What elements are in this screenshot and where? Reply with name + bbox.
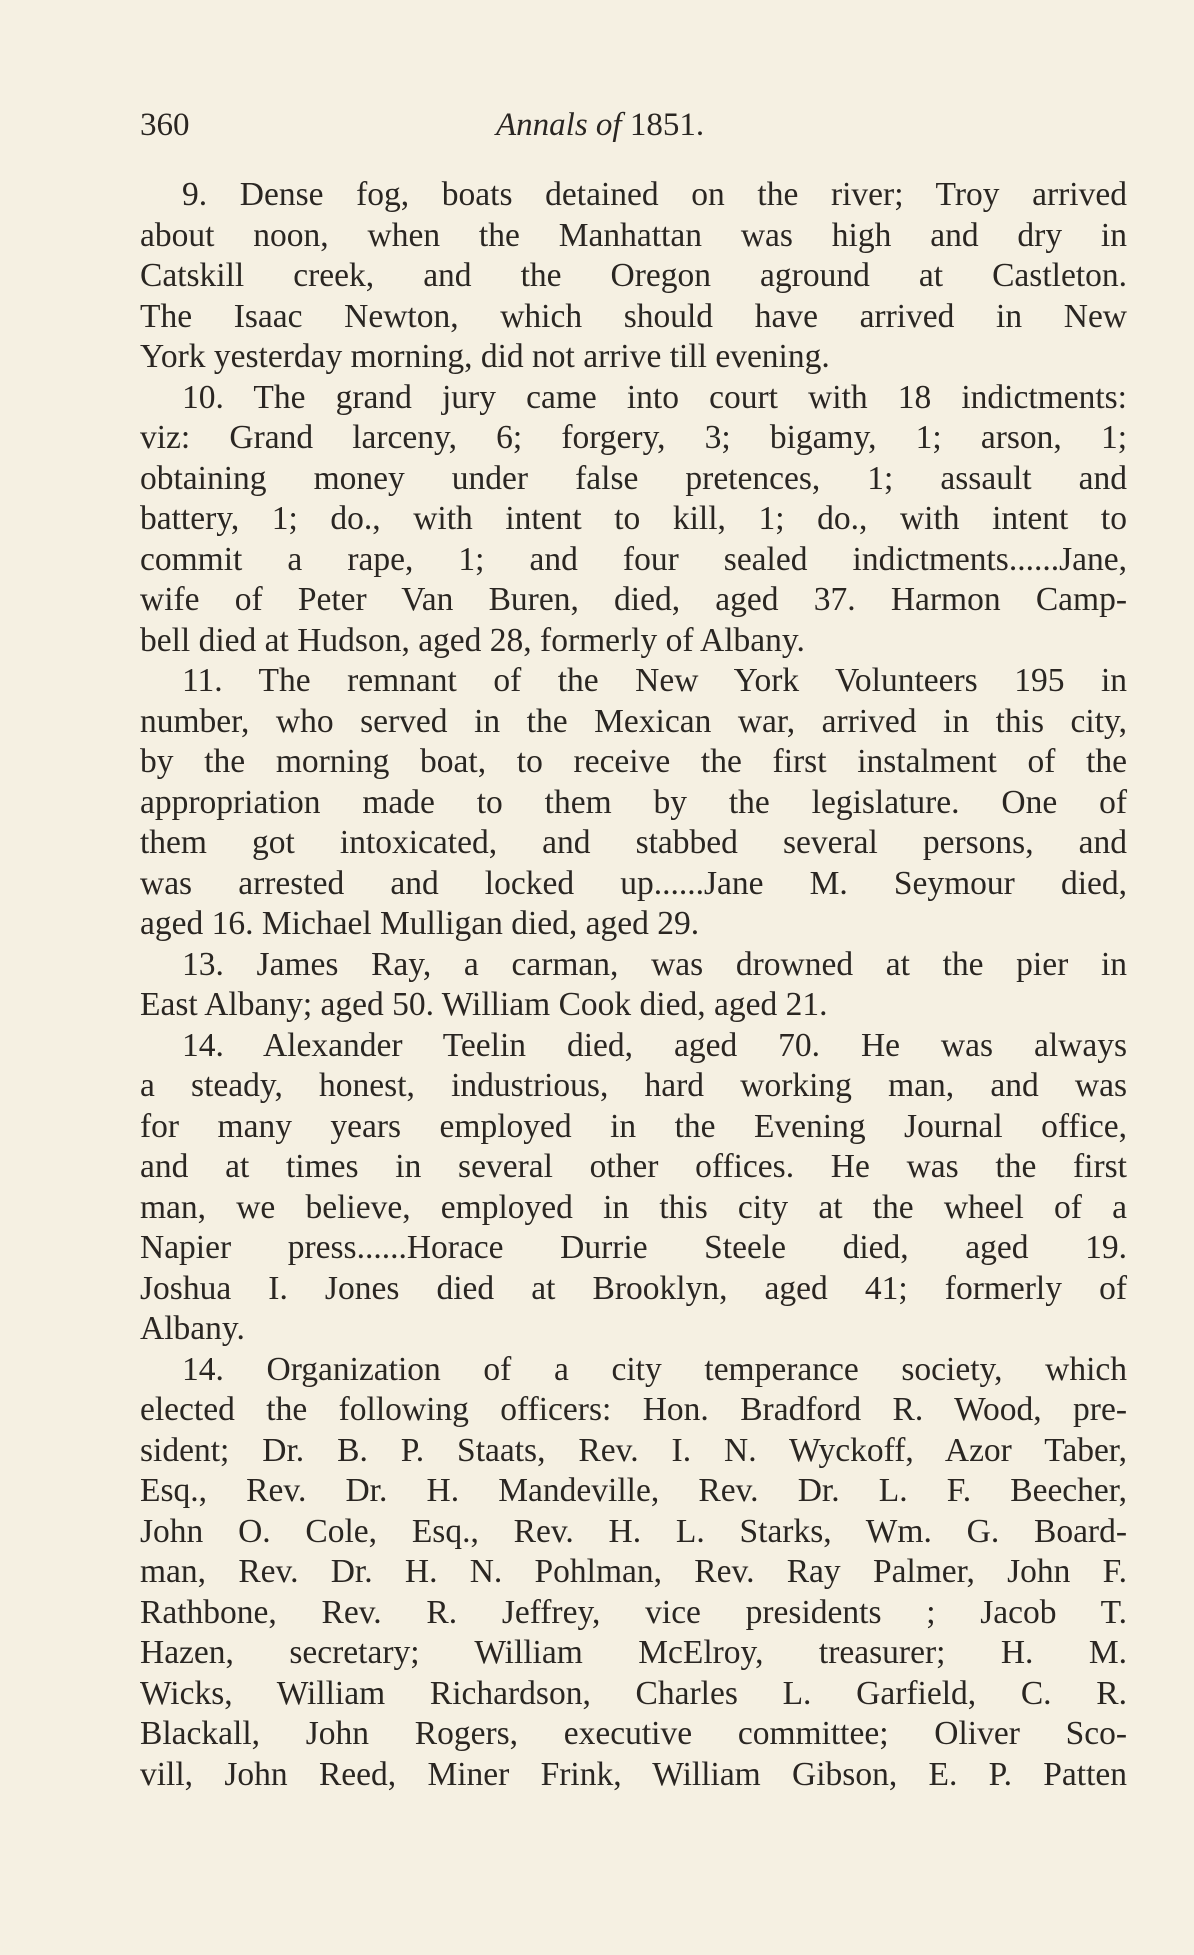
text-line: a steady, honest, industrious, hard working man, and was (140, 1067, 1127, 1104)
text-line: and at times in several other offices. He was the first (140, 1148, 1127, 1185)
running-title-year: 1851. (629, 107, 705, 143)
text-line: elected the following officers: Hon. Bradford R. Wood, pre- (140, 1391, 1127, 1428)
text-line: by the morning boat, to receive the first instalment of the (140, 743, 1127, 780)
text-line: Napier press......Horace Durrie Steele died, aged 19. (140, 1229, 1127, 1266)
text-line: viz: Grand larceny, 6; forgery, 3; bigamy, 1; arson, 1; (140, 419, 1127, 456)
text-line: man, Rev. Dr. H. N. Pohlman, Rev. Ray Palmer, John F. (140, 1553, 1127, 1590)
text-line: commit a rape, 1; and four sealed indictments......Jane, (140, 540, 1127, 578)
running-title-italic: Annals of (496, 107, 622, 143)
text-line: John O. Cole, Esq., Rev. H. L. Starks, Wm. G. Board- (140, 1512, 1127, 1550)
text-line: obtaining money under false pretences, 1; assault and (140, 459, 1127, 497)
text-line: Esq., Rev. Dr. H. Mandeville, Rev. Dr. L. F. Beecher, (140, 1472, 1127, 1509)
text-line: bell died at Hudson, aged 28, formerly of Albany. (140, 621, 805, 659)
text-line: 13. James Ray, a carman, was drowned at the pier in (182, 945, 1127, 983)
text-line: about noon, when the Manhattan was high and dry in (140, 216, 1127, 254)
text-line: Catskill creek, and the Oregon aground at Castleton. (140, 257, 1127, 294)
running-head (140, 100, 1120, 150)
text-line: appropriation made to them by the legislature. One of (140, 783, 1127, 821)
text-line: vill, John Reed, Miner Frink, William Gibson, E. P. Patten (140, 1755, 1127, 1793)
text-line: aged 16. Michael Mulligan died, aged 29. (140, 905, 700, 942)
text-line: York yesterday morning, did not arrive till evening. (140, 338, 830, 375)
text-line: 14. Organization of a city temperance society, which (182, 1350, 1127, 1388)
text-line: 9. Dense fog, boats detained on the river; Troy arrived (182, 176, 1127, 213)
text-line: Wicks, William Richardson, Charles L. Garfield, C. R. (140, 1674, 1127, 1712)
text-line: 10. The grand jury came into court with 18 indictments: (182, 378, 1127, 416)
text-line: Blackall, John Rogers, executive committee; Oliver Sco- (140, 1715, 1127, 1752)
text-line: wife of Peter Van Buren, died, aged 37. Harmon Camp- (140, 581, 1127, 618)
text-line: man, we believe, employed in this city at the wheel of a (140, 1188, 1127, 1226)
text-line: East Albany; aged 50. William Cook died, aged 21. (140, 986, 828, 1023)
page-number: 360 (140, 107, 190, 143)
text-line: number, who served in the Mexican war, arrived in this city, (140, 702, 1127, 740)
text-line: The Isaac Newton, which should have arrived in New (140, 297, 1127, 335)
body-text (140, 175, 1127, 1795)
text-line: was arrested and locked up......Jane M. Seymour died, (140, 864, 1127, 902)
text-line: 14. Alexander Teelin died, aged 70. He was always (182, 1026, 1127, 1064)
text-line: Joshua I. Jones died at Brooklyn, aged 41; formerly of (140, 1269, 1127, 1307)
running-title (496, 100, 704, 150)
text-line: them got intoxicated, and stabbed several persons, and (140, 824, 1127, 861)
text-line: 11. The remnant of the New York Volunteers 195 in (182, 662, 1127, 699)
text-line: battery, 1; do., with intent to kill, 1; do., with intent to (140, 500, 1127, 537)
text-line: Hazen, secretary; William McElroy, treasurer; H. M. (140, 1634, 1127, 1671)
text-line: sident; Dr. B. P. Staats, Rev. I. N. Wyckoff, Azor Taber, (140, 1431, 1127, 1469)
text-line: Albany. (140, 1310, 245, 1347)
text-line: Rathbone, Rev. R. Jeffrey, vice presidents ; Jacob T. (140, 1593, 1127, 1631)
text-line: for many years employed in the Evening Journal office, (140, 1107, 1127, 1145)
